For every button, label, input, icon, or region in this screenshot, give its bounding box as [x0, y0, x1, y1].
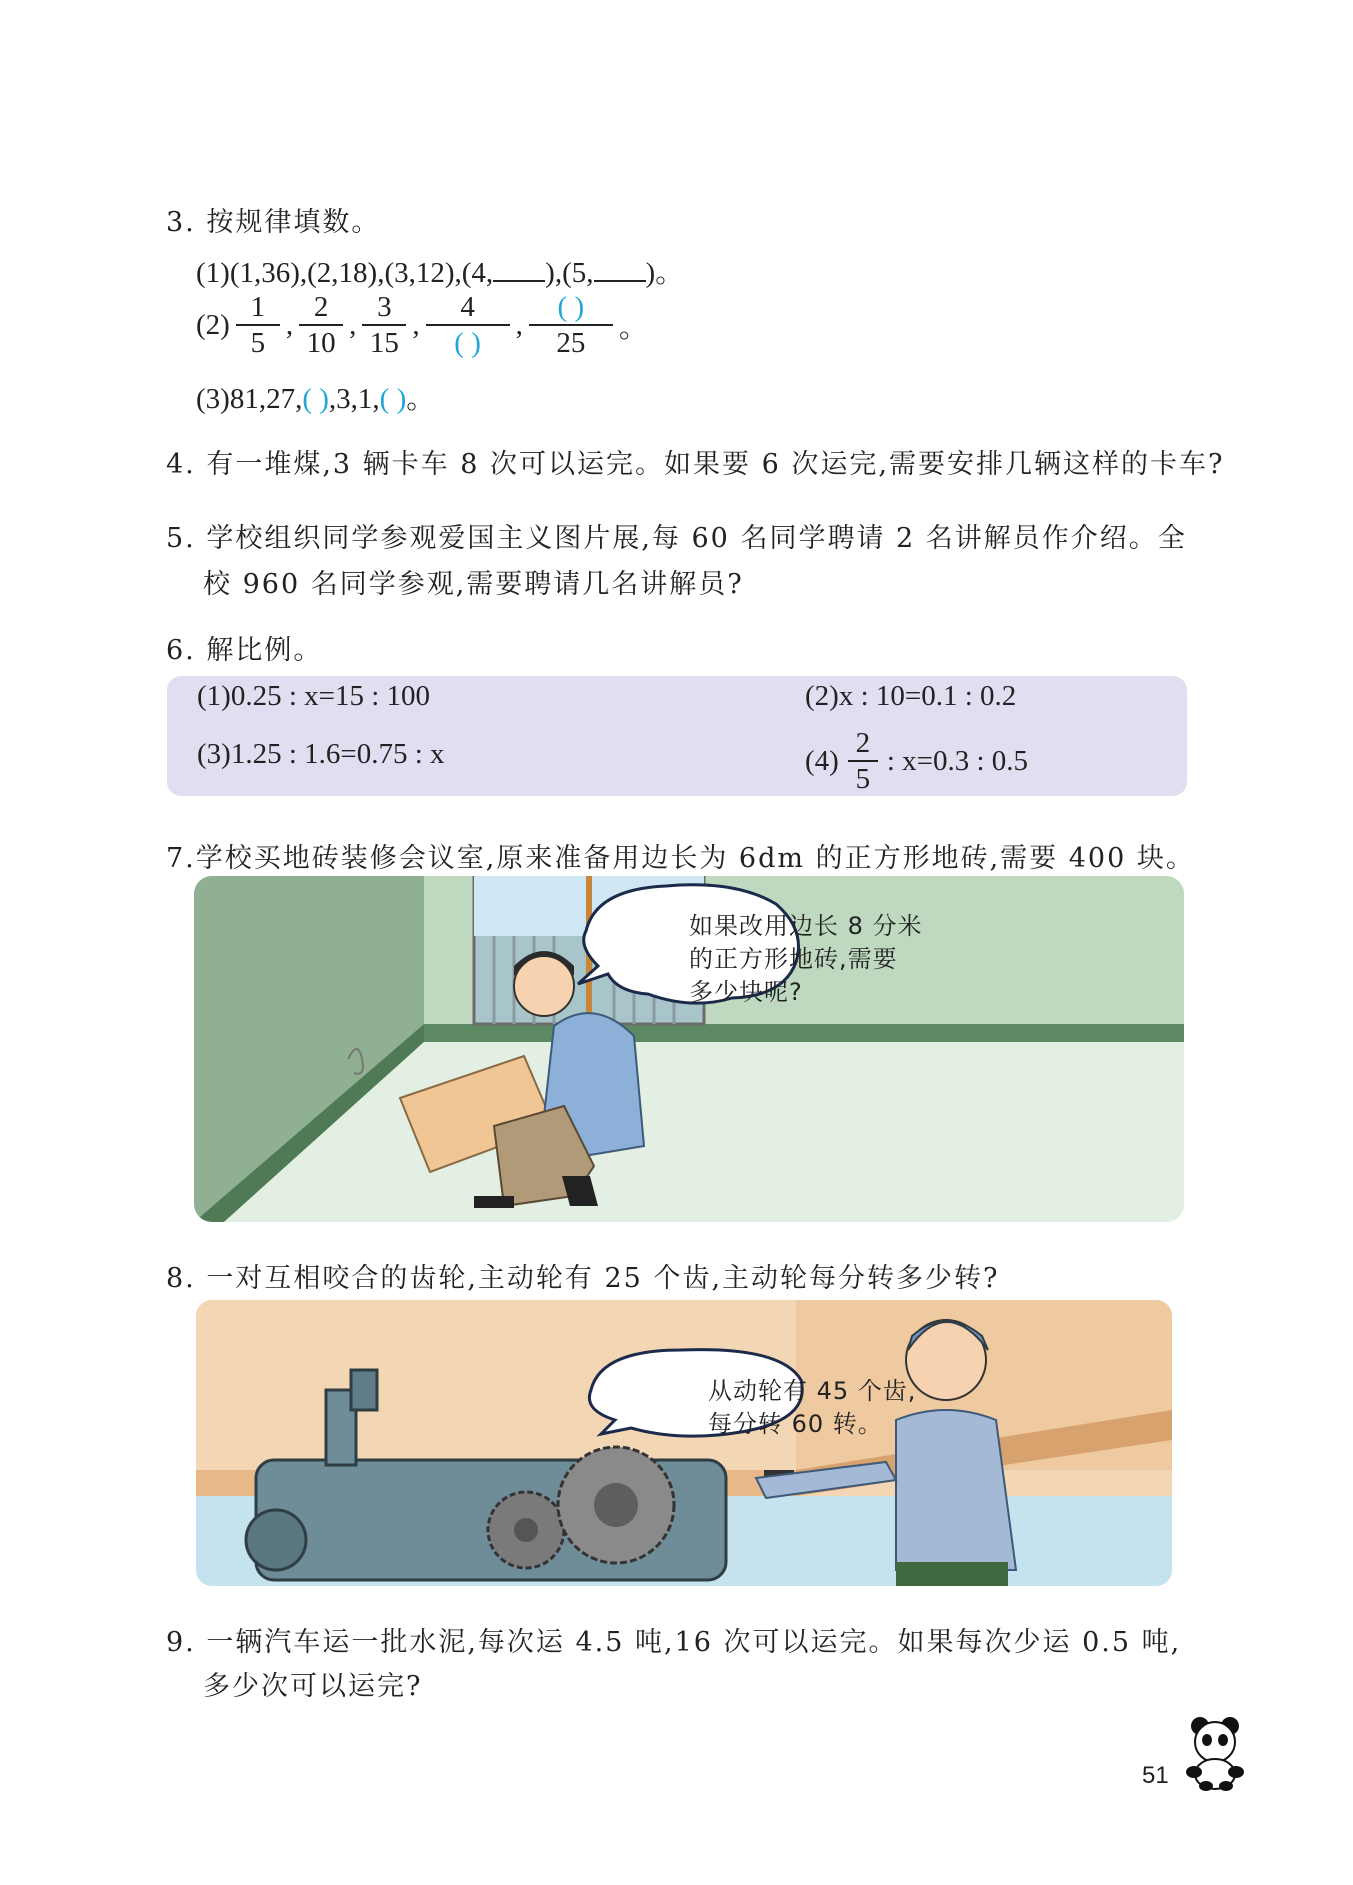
q6-eq4-fraction: $\frac{2}{5}$ [845, 728, 881, 795]
q6-eq4 [805, 728, 1028, 795]
comma: , [515, 308, 523, 341]
q3-p1-text: (1)(1,36),(2,18),(3,12),(4, [196, 257, 494, 289]
q7-bubble-line-2: 的正方形地砖,需要 [689, 945, 898, 973]
fraction-5: $\frac{( )}{25}$ [529, 292, 613, 359]
q3-part3 [196, 376, 435, 417]
q3-blank-1[interactable] [493, 256, 545, 282]
q3-p2-end: 。 [618, 311, 648, 344]
comma: , [285, 308, 294, 341]
fraction-4: $\frac{4}{( )}$ [426, 292, 510, 359]
q8-text: 8. 一对互相咬合的齿轮,主动轮有 25 个齿,主动轮每分转多少转? [166, 1263, 1000, 1294]
fraction-2: $\frac{2}{10}$ [299, 292, 343, 359]
q9-line1: 9. 一辆汽车运一批水泥,每次运 4.5 吨,16 次可以运完。如果每次少运 0.5 吨, [166, 1627, 1182, 1658]
q8-illustration [196, 1300, 1172, 1586]
q8-bubble-line-2: 每分转 60 转。 [708, 1410, 883, 1438]
q3-blank-2[interactable] [594, 256, 646, 282]
q3-p3-c: 。 [406, 383, 436, 415]
q3-p3-blank-2[interactable]: ( ) [379, 383, 407, 415]
fraction-3: $\frac{3}{15}$ [362, 292, 406, 359]
q8-bubble-line-1: 从动轮有 45 个齿, [708, 1377, 917, 1405]
q7-bubble-line-3: 多少块呢? [689, 978, 803, 1006]
comma: , [349, 308, 357, 341]
q6-eq1: (1)0.25 : x=15 : 100 [197, 680, 431, 712]
q8-speech-bubble [708, 1375, 916, 1441]
q7-bubble-line-1: 如果改用边长 8 分米 [689, 912, 923, 940]
q7-speech-bubble [689, 910, 923, 1009]
q3-p3-b: ,3,1, [328, 383, 380, 415]
q3-title: 3. 按规律填数。 [166, 207, 381, 238]
q7-illustration [194, 876, 1184, 1222]
q6-title: 6. 解比例。 [166, 635, 323, 666]
q7-text: 7.学校买地砖装修会议室,原来准备用边长为 6dm 的正方形地砖,需要 400 块。 [166, 843, 1195, 874]
fraction-1: $\frac{1}{5}$ [236, 292, 280, 359]
q6-eq3: (3)1.25 : 1.6=0.75 : x [197, 738, 445, 770]
page-number: 51 [1142, 1762, 1169, 1789]
q3-p2-label: (2) [196, 308, 230, 341]
gear-machine-scene [196, 1300, 1172, 1586]
q3-part1 [196, 250, 684, 291]
q3-p1-end: )。 [645, 257, 685, 289]
q5-line1: 5. 学校组织同学参观爱国主义图片展,每 60 名同学聘请 2 名讲解员作介绍。全 [166, 523, 1187, 554]
q6-eq2: (2)x : 10=0.1 : 0.2 [805, 680, 1017, 712]
q3-part2 [196, 292, 648, 359]
q3-p3-blank-1[interactable]: ( ) [302, 383, 329, 415]
panda-icon [1180, 1712, 1250, 1792]
q9-line2: 多少次可以运完? [203, 1671, 423, 1702]
comma: , [412, 308, 420, 341]
q3-p3-a: (3)81,27, [196, 383, 303, 415]
fraction-5-blank[interactable]: ( ) [529, 292, 613, 326]
q3-p1-mid: ),(5, [545, 257, 594, 289]
q6-eq4-label: (4) [805, 744, 839, 777]
q6-eq4-rest: : x=0.3 : 0.5 [886, 744, 1029, 777]
q5-line2: 校 960 名同学参观,需要聘请几名讲解员? [203, 569, 744, 600]
fraction-4-blank[interactable]: ( ) [454, 327, 481, 360]
q4-text: 4. 有一堆煤,3 辆卡车 8 次可以运完。如果要 6 次运完,需要安排几辆这样的卡车? [166, 449, 1225, 480]
q6-equation-box [167, 676, 1187, 796]
